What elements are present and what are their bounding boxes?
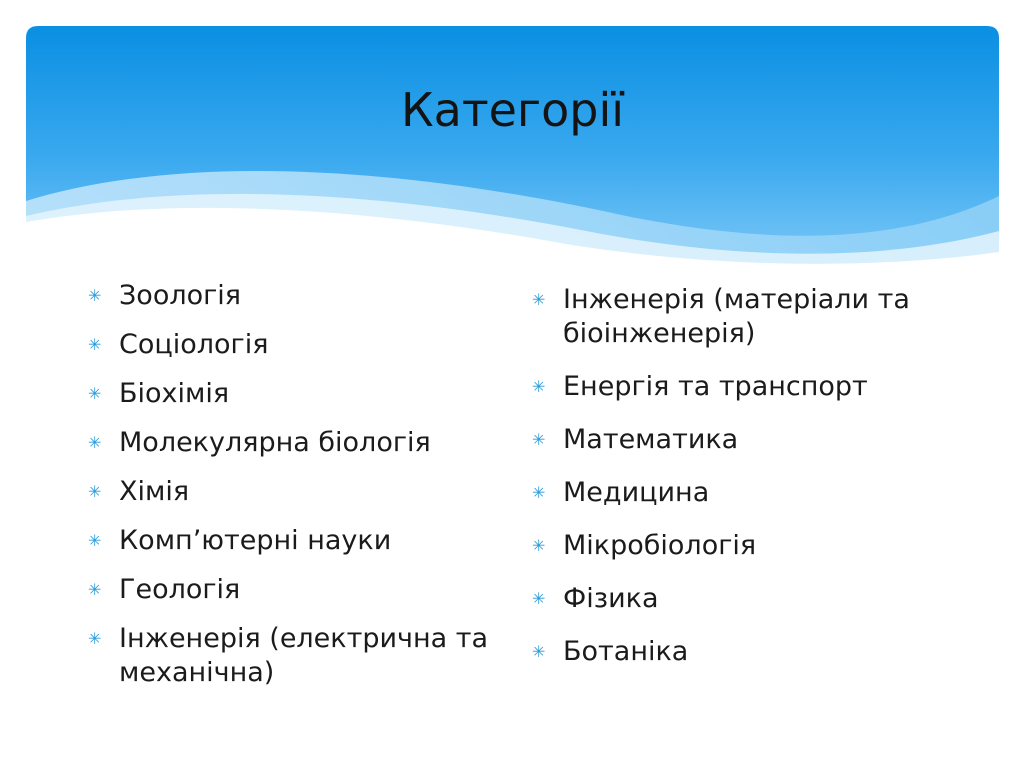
list-item	[88, 279, 498, 313]
list-item	[88, 426, 498, 460]
asterisk-bullet-icon: ✳	[532, 589, 546, 608]
list-item	[532, 582, 972, 616]
list-item	[532, 635, 972, 669]
list-item	[88, 328, 498, 362]
asterisk-bullet-icon: ✳	[88, 580, 102, 599]
list-item-label: Зоологія	[119, 280, 242, 311]
list-item-label: Комп’ютерні науки	[119, 525, 392, 556]
list-item	[532, 423, 972, 457]
list-item	[532, 283, 972, 351]
asterisk-bullet-icon: ✳	[532, 430, 546, 449]
list-item-label: Біохімія	[119, 378, 230, 409]
slide-title: Категорії	[400, 83, 624, 137]
list-item	[88, 573, 498, 607]
category-list-left	[88, 279, 498, 705]
list-item-label: Фізика	[563, 583, 659, 614]
list-item-label: Геологія	[119, 574, 241, 605]
list-item-label: Хімія	[119, 476, 190, 507]
asterisk-bullet-icon: ✳	[88, 433, 102, 452]
list-item	[88, 377, 498, 411]
asterisk-bullet-icon: ✳	[88, 482, 102, 501]
category-list-right	[532, 283, 972, 688]
list-item-label: Інженерія (матеріали та біоінженерія)	[563, 284, 910, 349]
list-item	[532, 370, 972, 404]
asterisk-bullet-icon: ✳	[88, 531, 102, 550]
list-item-label: Мікробіологія	[563, 530, 757, 561]
asterisk-bullet-icon: ✳	[88, 629, 102, 648]
list-item-label: Математика	[563, 424, 739, 455]
asterisk-bullet-icon: ✳	[88, 384, 102, 403]
list-item-label: Медицина	[563, 477, 710, 508]
list-item	[88, 524, 498, 558]
asterisk-bullet-icon: ✳	[88, 286, 102, 305]
asterisk-bullet-icon: ✳	[532, 483, 546, 502]
asterisk-bullet-icon: ✳	[532, 377, 546, 396]
list-item	[88, 622, 498, 690]
list-item	[532, 476, 972, 510]
list-item-label: Енергія та транспорт	[563, 371, 868, 402]
list-item	[88, 475, 498, 509]
list-item-label: Соціологія	[119, 329, 269, 360]
list-item-label: Молекулярна біологія	[119, 427, 431, 458]
asterisk-bullet-icon: ✳	[532, 642, 546, 661]
list-item-label: Ботаніка	[563, 636, 689, 667]
list-item	[532, 529, 972, 563]
asterisk-bullet-icon: ✳	[88, 335, 102, 354]
asterisk-bullet-icon: ✳	[532, 290, 546, 309]
asterisk-bullet-icon: ✳	[532, 536, 546, 555]
list-item-label: Інженерія (електрична та механічна)	[119, 623, 489, 688]
